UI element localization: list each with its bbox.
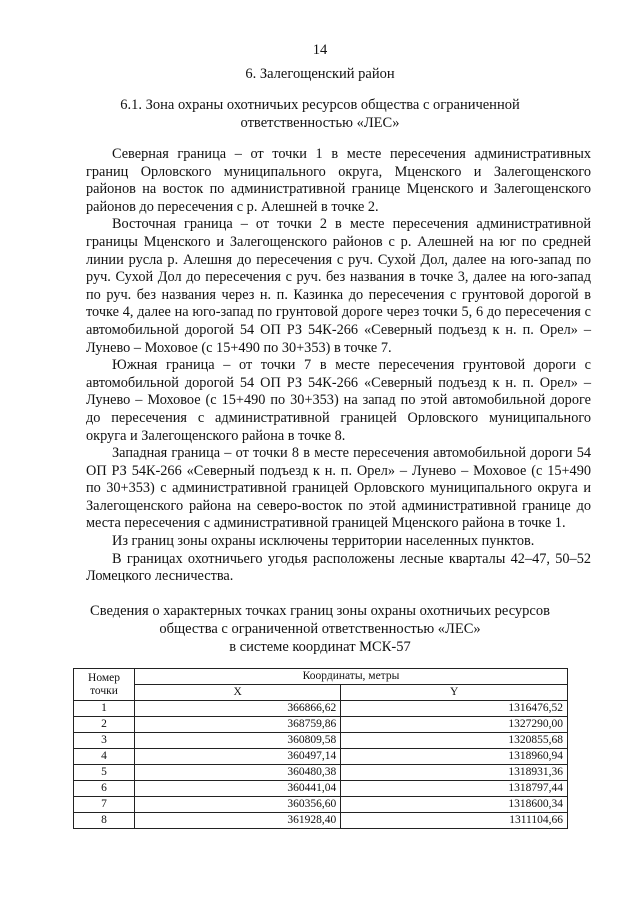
coord-y: 1316476,52 bbox=[341, 701, 568, 717]
table-row bbox=[74, 717, 568, 733]
coordinates-table bbox=[73, 668, 568, 829]
table-header-row bbox=[74, 669, 568, 685]
section-title: 6. Залегощенский район bbox=[245, 66, 395, 82]
coord-x: 368759,86 bbox=[135, 717, 341, 733]
coord-y: 1318960,94 bbox=[341, 749, 568, 765]
paragraph-north-boundary: Северная граница – от точки 1 в месте пересечения административных границ Орловского муниципального округа, Мценского и Залегощенского районов на восток по административной границе Мценского и Залегощенского районов до пересечения с р. Алешней в точке 2. bbox=[86, 146, 591, 215]
coord-x: 360480,38 bbox=[135, 765, 341, 781]
paragraph-forest-quarters: В границах охотничьего угодья расположены лесные кварталы 42–47, 50–52 Ломецкого лесничества. bbox=[86, 550, 591, 585]
point-number: 8 bbox=[74, 813, 135, 829]
table-title-line: в системе координат МСК-57 bbox=[229, 639, 411, 655]
header-coordinates: Координаты, метры bbox=[135, 669, 568, 685]
table-row bbox=[74, 749, 568, 765]
coord-x: 360497,14 bbox=[135, 749, 341, 765]
point-number: 4 bbox=[74, 749, 135, 765]
coord-y: 1318931,36 bbox=[341, 765, 568, 781]
coord-x: 360441,04 bbox=[135, 781, 341, 797]
point-number: 7 bbox=[74, 797, 135, 813]
coord-x: 366866,62 bbox=[135, 701, 341, 717]
table-title-line: общества с ограниченной ответственностью «ЛЕС» bbox=[159, 621, 481, 637]
table-row bbox=[74, 813, 568, 829]
header-point-number: Номер точки bbox=[74, 669, 135, 701]
coord-y: 1327290,00 bbox=[341, 717, 568, 733]
table-row bbox=[74, 701, 568, 717]
body-text bbox=[86, 146, 591, 586]
table-title bbox=[80, 602, 560, 656]
point-number: 5 bbox=[74, 765, 135, 781]
coord-x: 361928,40 bbox=[135, 813, 341, 829]
coord-x: 360356,60 bbox=[135, 797, 341, 813]
header-x: X bbox=[135, 685, 341, 701]
point-number: 3 bbox=[74, 733, 135, 749]
paragraph-exclusions: Из границ зоны охраны исключены территории населенных пунктов. bbox=[112, 533, 535, 550]
coord-y: 1318797,44 bbox=[341, 781, 568, 797]
table-row bbox=[74, 765, 568, 781]
table-subheader-row bbox=[74, 685, 568, 701]
coord-y: 1320855,68 bbox=[341, 733, 568, 749]
paragraph-east-boundary: Восточная граница – от точки 2 в месте пересечения административной границы Мценского и Залегощенского районов с р. Алешней на юг по средней линии русла р. Алешня до пересечения с руч. Сухой Дол, далее на юго-запад по руч. Сухой Дол до пересечения с руч. без названия в точке 3, далее на юго-запад по руч. без названия через н. п. Казинка до пересечения с грунтовой дорогой в точке 4, далее на юго-запад по грунтовой дороге через точки 5, 6 до пересечения с автомобильной дорогой 54 ОП РЗ 54К-266 «Северный подъезд к н. п. Орел» – Лунево – Моховое (с 15+490 по 30+353) в точке 7. bbox=[86, 216, 591, 356]
coord-y: 1311104,66 bbox=[341, 813, 568, 829]
coord-x: 360809,58 bbox=[135, 733, 341, 749]
page-number: 14 bbox=[312, 42, 328, 58]
subsection-title: 6.1. Зона охраны охотничьих ресурсов общества с ограниченной ответственностью «ЛЕС» bbox=[120, 97, 520, 131]
paragraph-south-boundary: Южная граница – от точки 7 в месте пересечения грунтовой дороги с автомобильной дорогой 54 ОП РЗ 54К-266 «Северный подъезд к н. п. Орел» – Лунево – Моховое (с 15+490 по 30+353) на запад по этой автомобильной дороге до пересечения с административной границей Орловского муниципального округа и Залегощенского района в точке 8. bbox=[86, 357, 591, 444]
paragraph-west-boundary: Западная граница – от точки 8 в месте пересечения автомобильной дороги 54 ОП РЗ 54К-266 «Северный подъезд к н. п. Орел» – Лунево – Моховое (с 15+490 по 30+353) с административной границей Орловского муниципального округа и Залегощенского района на северо-восток по этой административной границе до места пересечения с административной границей Мценского района в точке 1. bbox=[86, 445, 591, 532]
point-number: 6 bbox=[74, 781, 135, 797]
coord-y: 1318600,34 bbox=[341, 797, 568, 813]
point-number: 2 bbox=[74, 717, 135, 733]
table-row bbox=[74, 781, 568, 797]
table-row bbox=[74, 733, 568, 749]
table-title-line: Сведения о характерных точках границ зоны охраны охотничьих ресурсов bbox=[90, 603, 550, 619]
header-y: Y bbox=[341, 685, 568, 701]
point-number: 1 bbox=[74, 701, 135, 717]
table-row bbox=[74, 797, 568, 813]
